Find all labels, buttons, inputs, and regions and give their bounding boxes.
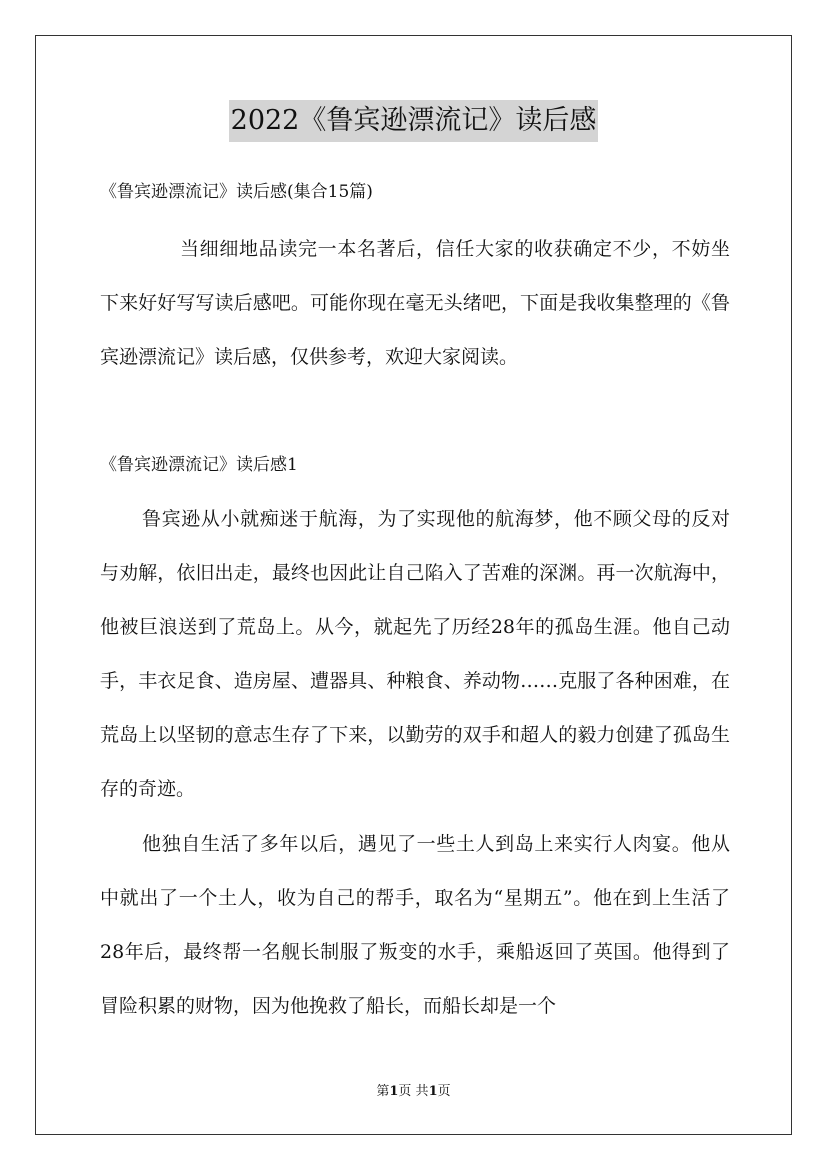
- footer-mid: 页 共: [398, 1084, 429, 1099]
- intro-paragraph: 当细细地品读完一本名著后，信任大家的收获确定不少，不妨坐下来好好写写读后感吧。可能你现在毫无头绪吧，下面是我收集整理的《鲁宾逊漂流记》读后感，仅供参考，欢迎大家阅读。: [100, 238, 730, 368]
- page-footer: [0, 1083, 827, 1101]
- footer-page-total: 1: [428, 1084, 438, 1099]
- footer-page-current: 1: [389, 1084, 399, 1099]
- footer-suffix: 页: [437, 1084, 451, 1099]
- document-title: 2022《鲁宾逊漂流记》读后感: [229, 100, 599, 142]
- section-heading: 《鲁宾逊漂流记》读后感1: [100, 455, 298, 475]
- footer-prefix: 第: [376, 1084, 390, 1099]
- body-paragraph-2: 他独自生活了多年以后，遇见了一些土人到岛上来实行人肉宴。他从中就出了一个土人，收为自己的帮手，取名为“星期五”。他在到上生活了28年后，最终帮一名舰长制服了叛变的水手，乘船返回了英国。他得到了冒险积累的财物，因为他挽救了船长，而船长却是一个: [100, 833, 730, 1017]
- document-subtitle: 《鲁宾逊漂流记》读后感(集合15篇): [100, 182, 373, 202]
- body-paragraph-1: 鲁宾逊从小就痴迷于航海，为了实现他的航海梦，他不顾父母的反对与劝解，依旧出走，最终也因此让自己陷入了苦难的深渊。再一次航海中，他被巨浪送到了荒岛上。从今，就起先了历经28年的孤岛生涯。他自己动手，丰衣足食、造房屋、遭器具、种粮食、养动物……克服了各种困难，在荒岛上以坚韧的意志生存了下来，以勤劳的双手和超人的毅力创建了孤岛生存的奇迹。: [100, 508, 730, 800]
- title-container: [0, 100, 827, 142]
